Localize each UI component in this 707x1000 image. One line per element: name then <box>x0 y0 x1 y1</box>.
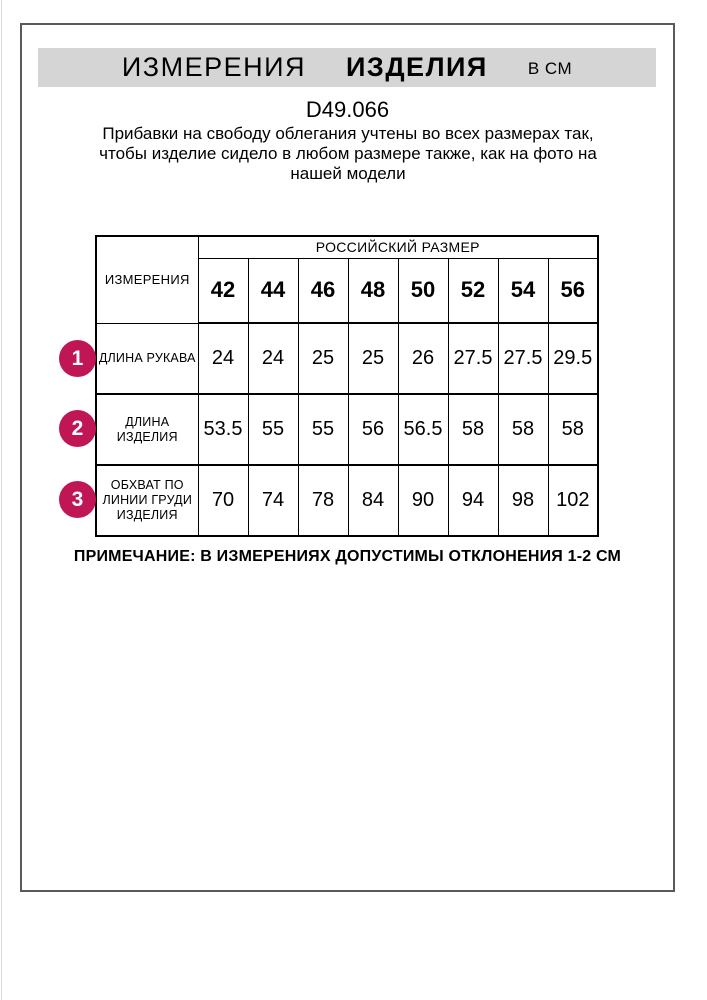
title-measurements: ИЗМЕРЕНИЯ <box>121 52 306 82</box>
value-cell: 27.5 <box>448 323 498 394</box>
title-banner <box>38 48 656 87</box>
value-cell: 102 <box>548 465 598 536</box>
table-row-product-length <box>96 394 598 465</box>
value-cell: 84 <box>348 465 398 536</box>
size-header-cell: 56 <box>548 258 598 323</box>
value-cell: 70 <box>198 465 248 536</box>
title-unit: В СМ <box>527 59 573 78</box>
size-header-cell: 46 <box>298 258 348 323</box>
value-cell: 27.5 <box>498 323 548 394</box>
value-cell: 58 <box>498 394 548 465</box>
value-cell: 25 <box>348 323 398 394</box>
size-table <box>95 235 599 537</box>
value-cell: 56.5 <box>398 394 448 465</box>
size-header-cell: 50 <box>398 258 448 323</box>
measurement-label-cell: ОБХВАТ ПО ЛИНИИ ГРУДИ ИЗДЕЛИЯ <box>96 465 198 536</box>
size-header-cell: 52 <box>448 258 498 323</box>
value-cell: 90 <box>398 465 448 536</box>
value-cell: 55 <box>248 394 298 465</box>
tolerance-note: ПРИМЕЧАНИЕ: В ИЗМЕРЕНИЯХ ДОПУСТИМЫ ОТКЛОНЕНИЯ 1-2 СМ <box>73 548 622 565</box>
corner-header-cell: ИЗМЕРЕНИЯ <box>96 236 198 323</box>
value-cell: 56 <box>348 394 398 465</box>
value-cell: 24 <box>248 323 298 394</box>
title-product: ИЗДЕЛИЯ <box>346 52 488 82</box>
table-row-sleeve-length <box>96 323 598 394</box>
value-cell: 58 <box>448 394 498 465</box>
table-row <box>96 236 598 258</box>
measurement-label-cell: ДЛИНА РУКАВА <box>96 323 198 394</box>
value-cell: 53.5 <box>198 394 248 465</box>
value-cell: 74 <box>248 465 298 536</box>
value-cell: 25 <box>298 323 348 394</box>
value-cell: 29.5 <box>548 323 598 394</box>
article-number: D49.066 <box>305 97 390 122</box>
russian-size-header-cell: РОССИЙСКИЙ РАЗМЕР <box>198 236 598 258</box>
value-cell: 94 <box>448 465 498 536</box>
value-cell: 58 <box>548 394 598 465</box>
size-header-cell: 54 <box>498 258 548 323</box>
product-description: Прибавки на свободу облегания учтены во всех размерах так, чтобы изделие сидело в любом размере также, как на фото на нашей модели <box>99 124 597 183</box>
row-number-badge-1: 1 <box>59 340 96 377</box>
row-number-badge-3: 3 <box>59 481 96 518</box>
row-number-badge-2: 2 <box>59 410 96 447</box>
value-cell: 26 <box>398 323 448 394</box>
measurement-label-cell: ДЛИНА ИЗДЕЛИЯ <box>96 394 198 465</box>
value-cell: 55 <box>298 394 348 465</box>
value-cell: 78 <box>298 465 348 536</box>
value-cell: 24 <box>198 323 248 394</box>
value-cell: 98 <box>498 465 548 536</box>
size-header-cell: 48 <box>348 258 398 323</box>
scan-edge-line <box>1 0 2 1000</box>
table-row-chest-girth <box>96 465 598 536</box>
size-header-cell: 44 <box>248 258 298 323</box>
size-header-cell: 42 <box>198 258 248 323</box>
